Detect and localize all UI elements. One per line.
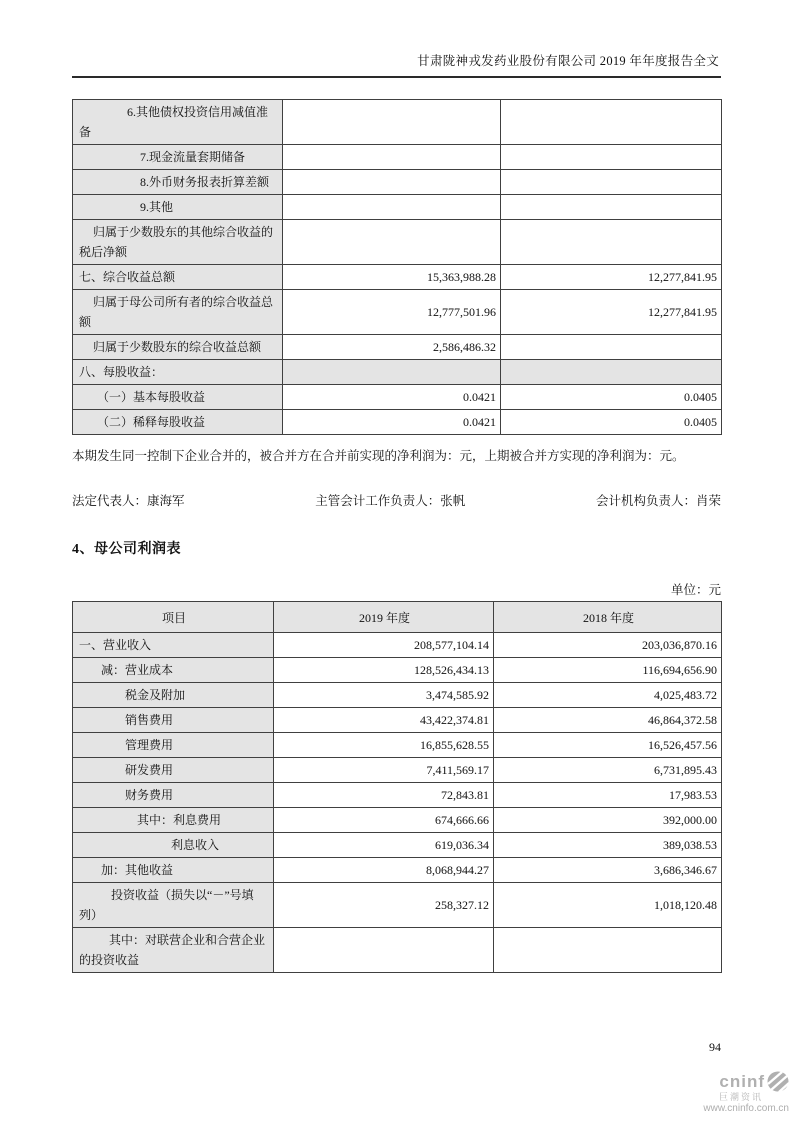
- table-row: [73, 290, 722, 335]
- row-label-cell: [73, 410, 283, 435]
- row-value-cell: [501, 100, 722, 145]
- cninfo-swirl-icon: [767, 1071, 789, 1092]
- row-value-cell: 389,038.53: [494, 833, 722, 858]
- row-label-cell: [73, 808, 274, 833]
- section-title: 4、母公司利润表: [72, 542, 181, 558]
- row-value-cell: 12,277,841.95: [501, 290, 722, 335]
- row-value-cell: [283, 195, 501, 220]
- comprehensive-income-table: [72, 99, 722, 435]
- table-row: [73, 833, 722, 858]
- row-value-cell: [283, 220, 501, 265]
- row-label: 减：营业成本: [101, 663, 174, 678]
- row-value-cell: [501, 145, 722, 170]
- row-label: （一）基本每股收益: [97, 390, 206, 404]
- table-row: [73, 220, 722, 265]
- row-label-cell: [73, 783, 274, 808]
- table-row: [73, 145, 722, 170]
- table-row: [73, 410, 722, 435]
- row-label: 税金及附加: [125, 688, 186, 703]
- row-value-cell: 3,686,346.67: [494, 858, 722, 883]
- row-label-cell: [73, 335, 283, 360]
- row-label: （二）稀释每股收益: [97, 415, 206, 429]
- cninfo-logo-chinese: 巨潮资讯: [718, 1092, 763, 1103]
- row-label: 其中：对联营企业和合营企业的投资收益: [79, 933, 266, 968]
- table-row: [73, 733, 722, 758]
- table-row: [73, 928, 722, 973]
- parent-income-statement-table: [72, 601, 722, 973]
- row-value-cell: [501, 335, 722, 360]
- row-label-cell: [73, 683, 274, 708]
- row-label: 投资收益（损失以“－”号填列）: [79, 888, 254, 923]
- table-header-row: [73, 602, 722, 633]
- row-label: 加：其他收益: [101, 863, 174, 878]
- row-value-cell: [283, 170, 501, 195]
- row-value-cell: [283, 145, 501, 170]
- row-label: 7.现金流量套期储备: [140, 150, 246, 164]
- row-label: 8.外币财务报表折算差额: [140, 175, 270, 189]
- table-row: [73, 170, 722, 195]
- row-value-cell: 619,036.34: [274, 833, 494, 858]
- table-row: [73, 758, 722, 783]
- row-label-cell: [73, 633, 274, 658]
- row-value-cell: [283, 100, 501, 145]
- cninfo-logo-text: cninf: [719, 1071, 765, 1091]
- row-value-cell: 203,036,870.16: [494, 633, 722, 658]
- row-value-cell: 6,731,895.43: [494, 758, 722, 783]
- row-value-cell: 7,411,569.17: [274, 758, 494, 783]
- row-value-cell: [501, 220, 722, 265]
- row-label-cell: [73, 758, 274, 783]
- row-value-cell: 12,777,501.96: [283, 290, 501, 335]
- row-label: 财务费用: [125, 788, 174, 803]
- row-label: 其中：利息费用: [137, 813, 222, 828]
- row-value-cell: 3,474,585.92: [274, 683, 494, 708]
- row-value-cell: 674,666.66: [274, 808, 494, 833]
- row-label-cell: [73, 858, 274, 883]
- row-value-cell: 16,526,457.56: [494, 733, 722, 758]
- column-header: 2018 年度: [494, 602, 722, 633]
- row-value-cell: 17,983.53: [494, 783, 722, 808]
- row-value-cell: [501, 170, 722, 195]
- table-row: [73, 683, 722, 708]
- row-value-cell: 15,363,988.28: [283, 265, 501, 290]
- row-value-cell: 46,864,372.58: [494, 708, 722, 733]
- table-row: [73, 265, 722, 290]
- row-value-cell: 116,694,656.90: [494, 658, 722, 683]
- row-label-cell: [73, 833, 274, 858]
- column-header: 2019 年度: [274, 602, 494, 633]
- legal-representative: 法定代表人：康海军: [72, 494, 185, 509]
- row-value-cell: 12,277,841.95: [501, 265, 722, 290]
- row-label-cell: [73, 708, 274, 733]
- row-label: 八、每股收益：: [79, 365, 164, 379]
- table-row: [73, 100, 722, 145]
- row-label: 研发费用: [125, 763, 174, 778]
- table-row: [73, 858, 722, 883]
- row-label: 利息收入: [171, 838, 220, 853]
- chief-accountant: 主管会计工作负责人：张帆: [315, 494, 466, 509]
- row-label: 6.其他债权投资信用减值准备: [79, 105, 269, 139]
- row-label-cell: [73, 195, 283, 220]
- row-value-cell: 4,025,483.72: [494, 683, 722, 708]
- row-value-cell: 16,855,628.55: [274, 733, 494, 758]
- table-row: [73, 883, 722, 928]
- row-value-cell: [283, 360, 501, 385]
- table-row: [73, 708, 722, 733]
- cninfo-logo-row: [719, 1071, 789, 1092]
- merger-note: 本期发生同一控制下企业合并的，被合并方在合并前实现的净利润为：元，上期被合并方实现的净利润为：元。: [72, 449, 685, 463]
- row-label-cell: [73, 220, 283, 265]
- row-value-cell: 0.0405: [501, 385, 722, 410]
- unit-label: 单位：元: [670, 583, 721, 598]
- row-label: 销售费用: [125, 713, 174, 728]
- row-value-cell: 392,000.00: [494, 808, 722, 833]
- row-value-cell: [501, 360, 722, 385]
- row-value-cell: 8,068,944.27: [274, 858, 494, 883]
- row-value-cell: 208,577,104.14: [274, 633, 494, 658]
- row-value-cell: [494, 928, 722, 973]
- row-label-cell: [73, 100, 283, 145]
- table-row: [73, 783, 722, 808]
- row-value-cell: 0.0421: [283, 410, 501, 435]
- cninfo-logo: [703, 1071, 789, 1114]
- row-label-cell: [73, 928, 274, 973]
- row-label: 9.其他: [140, 200, 174, 214]
- row-label: 归属于母公司所有者的综合收益总额: [79, 295, 274, 329]
- row-label-cell: [73, 290, 283, 335]
- report-title: 甘肃陇神戎发药业股份有限公司 2019 年年度报告全文: [417, 54, 719, 68]
- row-value-cell: [501, 195, 722, 220]
- document-header: [72, 0, 721, 78]
- row-label: 归属于少数股东的其他综合收益的税后净额: [79, 225, 274, 259]
- row-label: 管理费用: [125, 738, 174, 753]
- row-label-cell: [73, 265, 283, 290]
- table-row: [73, 195, 722, 220]
- signatories-row: [72, 491, 721, 509]
- row-value-cell: 72,843.81: [274, 783, 494, 808]
- table-row: [73, 385, 722, 410]
- row-value-cell: 0.0405: [501, 410, 722, 435]
- table-row: [73, 335, 722, 360]
- row-label: 一、营业收入: [79, 638, 152, 653]
- accounting-dept-head: 会计机构负责人：肖荣: [595, 494, 721, 509]
- row-value-cell: 0.0421: [283, 385, 501, 410]
- row-value-cell: 1,018,120.48: [494, 883, 722, 928]
- row-label-cell: [73, 658, 274, 683]
- row-label-cell: [73, 883, 274, 928]
- page-number: 94: [709, 1040, 721, 1054]
- row-label-cell: [73, 360, 283, 385]
- row-value-cell: 128,526,434.13: [274, 658, 494, 683]
- row-label: 七、综合收益总额: [79, 270, 176, 284]
- row-value-cell: 2,586,486.32: [283, 335, 501, 360]
- row-value-cell: [274, 928, 494, 973]
- row-label-cell: [73, 170, 283, 195]
- row-label-cell: [73, 733, 274, 758]
- table-row: [73, 360, 722, 385]
- row-label: 归属于少数股东的综合收益总额: [93, 340, 262, 354]
- table-row: [73, 658, 722, 683]
- row-value-cell: 258,327.12: [274, 883, 494, 928]
- column-header: 项目: [73, 602, 274, 633]
- cninfo-logo-url: www.cninfo.com.cn: [703, 1102, 789, 1114]
- row-label-cell: [73, 385, 283, 410]
- table-row: [73, 633, 722, 658]
- table-row: [73, 808, 722, 833]
- row-value-cell: 43,422,374.81: [274, 708, 494, 733]
- row-label-cell: [73, 145, 283, 170]
